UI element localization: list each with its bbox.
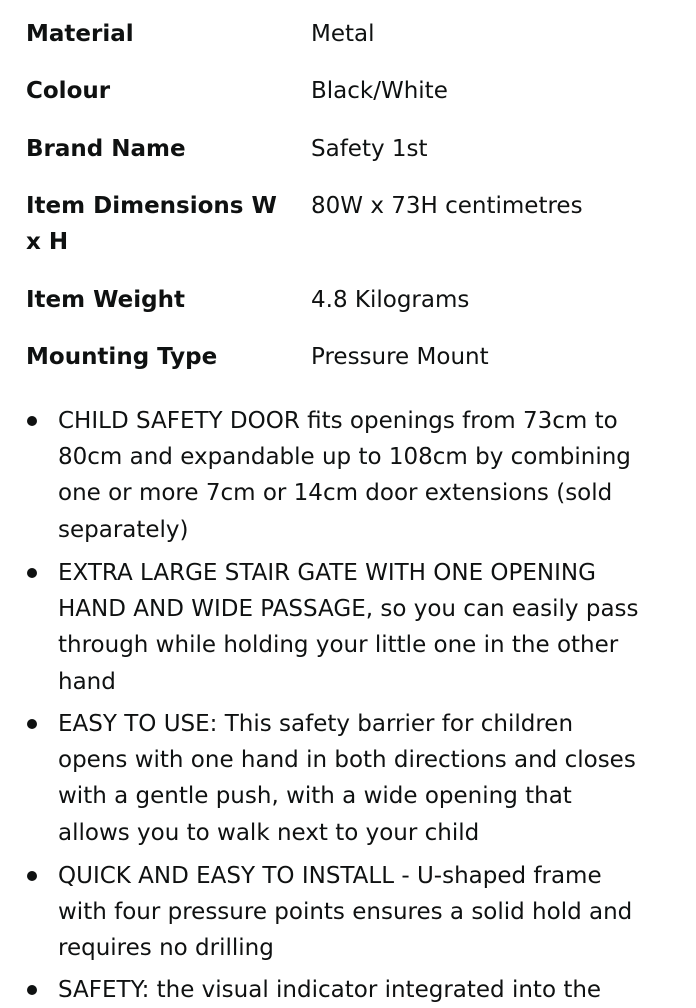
spec-value: Safety 1st — [311, 136, 428, 162]
bullet-line: EASY TO USE: This safety barrier for children — [58, 711, 574, 737]
bullet-line: EXTRA LARGE STAIR GATE WITH ONE OPENING — [58, 560, 596, 586]
bullet-line: CHILD SAFETY DOOR fits openings from 73cm to — [58, 408, 618, 434]
spec-value: Black/White — [311, 78, 448, 104]
spec-label: Material — [26, 21, 134, 47]
bullet-dot-icon — [27, 985, 37, 995]
spec-value: 80W x 73H centimetres — [311, 193, 583, 219]
bullet-dot-icon — [27, 416, 37, 426]
bullet-line: separately) — [58, 516, 189, 543]
spec-label: Item Weight — [26, 287, 185, 313]
spec-value: Metal — [311, 21, 375, 47]
bullet-line: SAFETY: the visual indicator integrated into the — [58, 977, 602, 1003]
bullet-text — [58, 972, 678, 1008]
bullet-line: with a gentle push, with a wide opening that — [58, 783, 572, 810]
spec-label-line: Item Dimensions W — [26, 193, 277, 219]
bullet-line: allows you to walk next to your child — [58, 819, 480, 846]
bullet-line: opens with one hand in both directions and closes — [58, 747, 636, 774]
bullet-text — [58, 706, 678, 851]
bullet-line: HAND AND WIDE PASSAGE, so you can easily pass — [58, 596, 639, 623]
spec-label-line: x H — [26, 229, 69, 255]
bullet-text — [58, 555, 678, 700]
bullet-line: hand — [58, 668, 116, 695]
bullet-line: 80cm and expandable up to 108cm by combining — [58, 444, 631, 471]
spec-label: Mounting Type — [26, 344, 218, 370]
bullet-dot-icon — [27, 719, 37, 729]
bullet-text — [58, 858, 678, 967]
spec-value: 4.8 Kilograms — [311, 287, 470, 313]
spec-value: Pressure Mount — [311, 344, 489, 370]
bullet-line: with four pressure points ensures a solid hold and — [58, 899, 633, 926]
spec-label: Colour — [26, 78, 111, 104]
bullet-text — [58, 403, 678, 548]
bullet-line: through while holding your little one in the other — [58, 632, 619, 659]
spec-label — [26, 188, 288, 260]
bullet-line: requires no drilling — [58, 935, 274, 962]
bullet-line: one or more 7cm or 14cm door extensions (sold — [58, 480, 613, 507]
bullet-dot-icon — [27, 568, 37, 578]
bullet-dot-icon — [27, 871, 37, 881]
spec-label: Brand Name — [26, 136, 186, 162]
bullet-line: QUICK AND EASY TO INSTALL - U-shaped frame — [58, 863, 602, 889]
